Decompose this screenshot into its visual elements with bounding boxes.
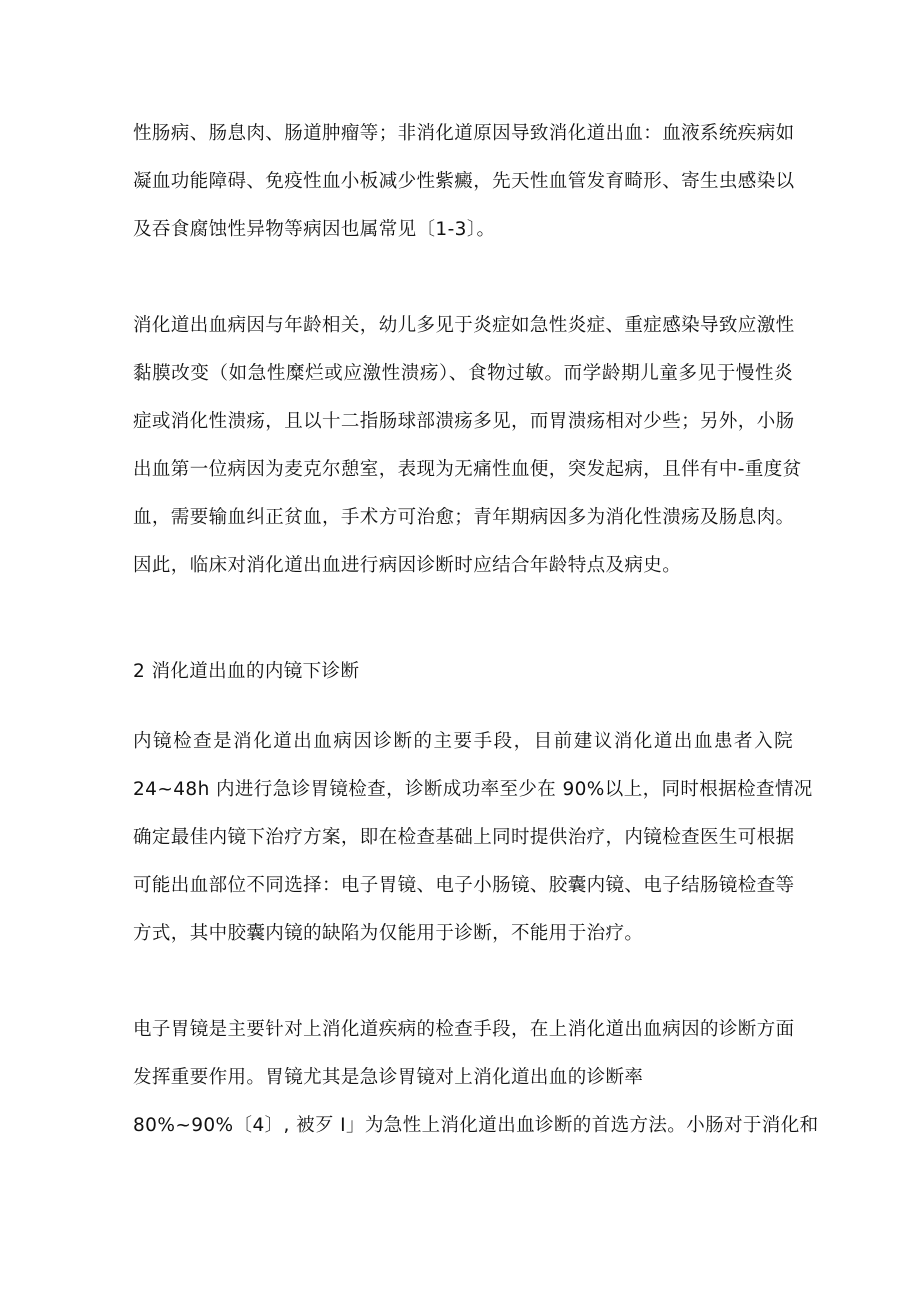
paragraph-3-line-4: 可能出血部位不同选择：电子胃镜、电子小肠镜、胶囊内镜、电子结肠镜检查等	[133, 875, 795, 896]
paragraph-3-line-2: 24~48h 内进行急诊胃镜检查，诊断成功率至少在 90%以上，同时根据检查情况	[133, 779, 813, 800]
paragraph-1-line-2: 凝血功能障碍、免疫性血小板减少性紫癜，先天性血管发育畸形、寄生虫感染以	[133, 171, 795, 192]
paragraph-2-line-5: 血，需要输血纠正贫血，手术方可治愈；青年期病因多为消化性溃疡及肠息肉。	[133, 507, 795, 528]
paragraph-3-line-5: 方式，其中胶囊内镜的缺陷为仅能用于诊断，不能用于治疗。	[133, 923, 644, 944]
paragraph-2-line-6: 因此，临床对消化道出血进行病因诊断时应结合年龄特点及病史。	[133, 555, 682, 576]
paragraph-1-line-3: 及吞食腐蚀性异物等病因也属常见〔1-3〕。	[133, 219, 496, 240]
paragraph-2-line-3: 症或消化性溃疡，且以十二指肠球部溃疡多见，而胃溃疡相对少些；另外，小肠	[133, 411, 795, 432]
paragraph-1-line-1: 性肠病、肠息肉、肠道肿瘤等；非消化道原因导致消化道出血：血液系统疾病如	[133, 123, 795, 144]
paragraph-4-line-3: 80%~90%〔4〕, 被歹 I」为急性上消化道出血诊断的首选方法。小肠对于消化和	[133, 1115, 819, 1136]
paragraph-2-line-1: 消化道出血病因与年龄相关，幼儿多见于炎症如急性炎症、重症感染导致应激性	[133, 315, 795, 336]
paragraph-2-line-2: 黏膜改变（如急性糜烂或应激性溃疡）、食物过敏。而学龄期儿童多见于慢性炎	[133, 363, 793, 384]
paragraph-4-line-2: 发挥重要作用。胃镜尤其是急诊胃镜对上消化道出血的诊断率	[133, 1067, 644, 1088]
paragraph-2-line-4: 出血第一位病因为麦克尔憩室，表现为无痛性血便，突发起病，且伴有中-重度贫	[133, 459, 802, 480]
section-heading: 2 消化道出血的内镜下诊断	[133, 661, 360, 682]
paragraph-3-line-1: 内镜检查是消化道出血病因诊断的主要手段，目前建议消化道出血患者入院	[133, 731, 793, 752]
paragraph-4-line-1: 电子胃镜是主要针对上消化道疾病的检查手段，在上消化道出血病因的诊断方面	[133, 1019, 795, 1040]
paragraph-3-line-3: 确定最佳内镜下治疗方案，即在检查基础上同时提供治疗，内镜检查医生可根据	[133, 827, 795, 848]
